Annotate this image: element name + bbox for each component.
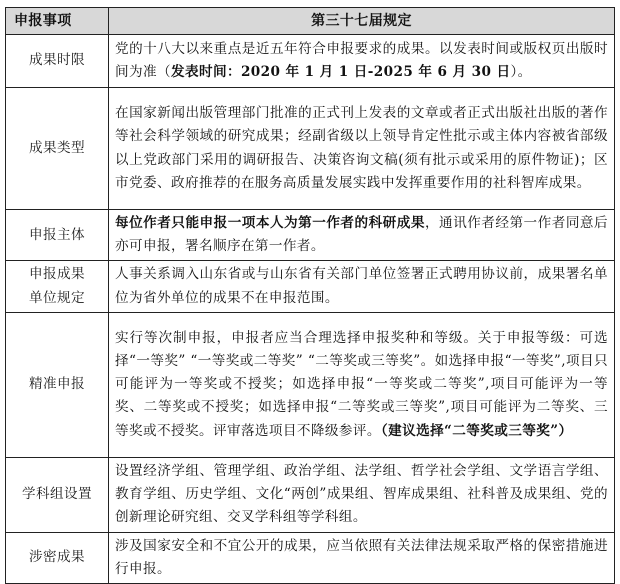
- table-row: [6, 312, 615, 457]
- table-row: [6, 457, 615, 532]
- precise-application-text: 实行等次制申报，申报者应当合理选择申报奖种和等级。关于申报等级：可选择“一等奖” “一等奖或二等奖” “二等奖或三等奖”。如选择申报“一等奖”,项目只可能评为一等奖或不授奖；如选择申报“一等奖或二等奖”,项目可能评为一等奖、二等奖或不授奖；如选择申报“二等奖或三等奖”,项目可能评为二等奖、三等奖或不授奖。评审落选项目不降级参评。: [115, 329, 608, 439]
- applicant-bold-rule: 每位作者只能申报一项本人为第一作者的科研成果: [115, 215, 425, 231]
- row-content-time-limit: [109, 35, 615, 88]
- rules-table: [5, 7, 615, 584]
- row-label-time-limit: 成果时限: [6, 35, 109, 88]
- table-row: [6, 532, 615, 583]
- table-row: [6, 35, 615, 88]
- precise-application-suggestion: （建议选择“二等奖或三等奖”）: [380, 422, 573, 439]
- row-label-applicant: 申报主体: [6, 210, 109, 261]
- row-content-applicant: [109, 210, 615, 261]
- table-row: [6, 88, 615, 210]
- table-header-row: [6, 8, 615, 35]
- row-label-classified: 涉密成果: [6, 532, 109, 583]
- header-item: 申报事项: [6, 8, 109, 35]
- time-limit-text-end: ）。: [510, 64, 532, 80]
- row-label-unit-rules: [6, 261, 109, 312]
- time-limit-text: 党的十八大以来重点是近五年符合申报要求的成果。以发表时间或版权页出版时间为准（: [115, 40, 608, 80]
- row-content-discipline-groups: 设置经济学组、管理学组、政治学组、法学组、哲学社会学组、文学语言学组、教育学组、历史学组、文化“两创”成果组、智库成果组、社科普及成果组、党的创新理论研究组、交叉学科组等学科组。: [109, 457, 615, 532]
- row-content-classified: 涉及国家安全和不宜公开的成果，应当依照有关法律法规采取严格的保密措施进行申报。: [109, 532, 615, 583]
- row-label-precise-application: 精准申报: [6, 312, 109, 457]
- row-content-unit-rules: 人事关系调入山东省或与山东省有关部门单位签署正式聘用协议前，成果署名单位为省外单位的成果不在申报范围。: [109, 261, 615, 312]
- row-content-precise-application: [109, 312, 615, 457]
- row-label-discipline-groups: 学科组设置: [6, 457, 109, 532]
- unit-rules-label-line1: 申报成果: [29, 266, 85, 283]
- applicant-text: ，通讯作者经第一作者同意后亦可申报，署名顺序在第一作者。: [115, 215, 608, 255]
- time-limit-period: 发表时间：2020 年 1 月 1 日-2025 年 6 月 30 日: [170, 64, 511, 80]
- unit-rules-label-line2: 单位规定: [29, 289, 85, 306]
- row-content-result-type: 在国家新闻出版管理部门批准的正式刊上发表的文章或者正式出版社出版的著作等社会科学领域的研究成果；经副省级以上领导肯定性批示或主体内容被省部级以上党政部门采用的调研报告、决策咨询文稿(须有批示或采用的原件物证)；区市党委、政府推荐的在服务高质量发展实践中发挥重要作用的社科智库成果。: [109, 88, 615, 210]
- row-label-result-type: 成果类型: [6, 88, 109, 210]
- table-row: [6, 210, 615, 261]
- header-rules: 第三十七届规定: [109, 8, 615, 35]
- table-row: [6, 261, 615, 312]
